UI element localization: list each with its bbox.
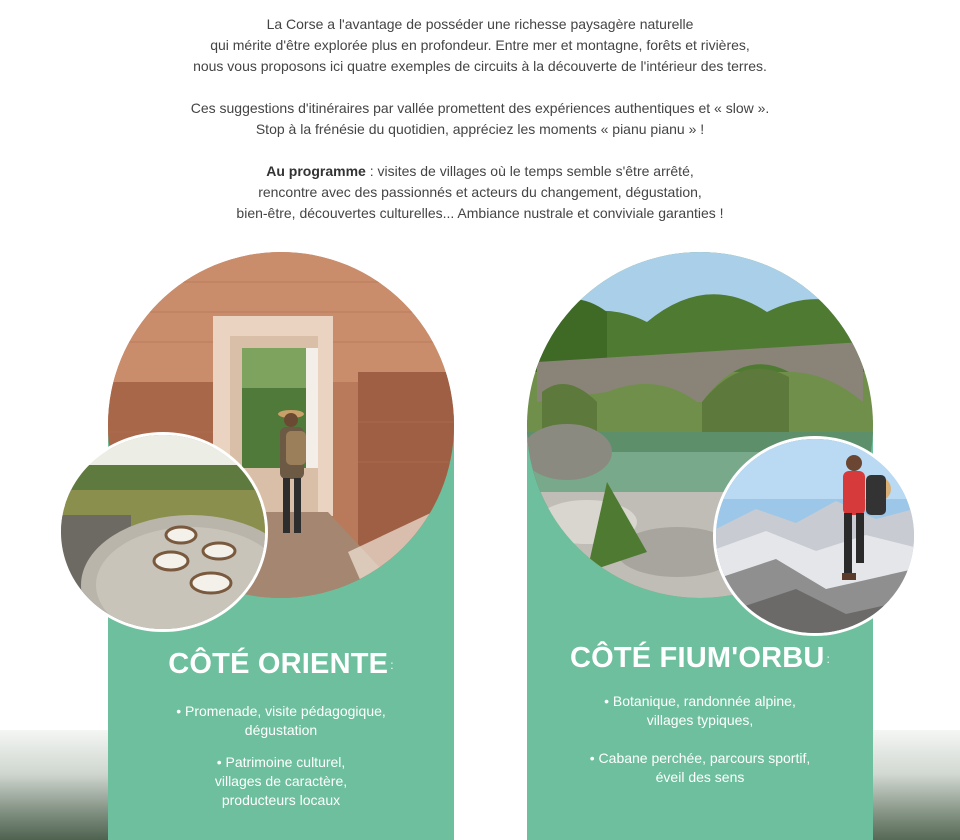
photo-oriente-tasting xyxy=(58,432,268,632)
intro-line: Stop à la frénésie du quotidien, appréciez les moments « pianu pianu » ! xyxy=(255,121,705,137)
list-line: • Cabane perchée, parcours sportif, xyxy=(589,750,811,766)
forest-mist-right xyxy=(868,730,960,840)
card-activity-list xyxy=(108,702,454,823)
card-title-text: CÔTÉ FIUM'ORBU xyxy=(569,642,825,674)
list-line: producteurs locaux xyxy=(221,792,341,808)
intro-line: rencontre avec des passionnés et acteurs du changement, dégustation, xyxy=(258,184,702,200)
card-title xyxy=(108,648,454,681)
intro-paragraph-1 xyxy=(0,14,960,77)
list-item xyxy=(527,692,873,730)
program-label: Au programme xyxy=(266,163,366,179)
intro-line: Ces suggestions d'itinéraires par vallée promettent des expériences authentiques et « slow ». xyxy=(190,100,770,116)
intro-line: La Corse a l'avantage de posséder une richesse paysagère naturelle xyxy=(266,16,694,32)
forest-mist-left xyxy=(0,730,118,840)
card-title-colon: : xyxy=(826,652,831,667)
list-item xyxy=(108,702,454,740)
intro-line: nous vous proposons ici quatre exemples de circuits à la découverte de l'intérieur des terres. xyxy=(193,58,767,74)
tasting-bowls-image xyxy=(61,435,265,629)
card-title xyxy=(527,642,873,675)
intro-line: bien-être, découvertes culturelles... Ambiance nustrale et conviviale garanties ! xyxy=(236,205,724,221)
list-item xyxy=(527,749,873,787)
photo-fiumorbu-hiker xyxy=(713,436,917,636)
intro-paragraph-2 xyxy=(0,98,960,140)
intro-text xyxy=(0,14,960,245)
list-line: • Botanique, randonnée alpine, xyxy=(604,693,796,709)
list-line: éveil des sens xyxy=(655,769,745,785)
intro-paragraph-3 xyxy=(0,161,960,224)
list-line: villages typiques, xyxy=(646,712,754,728)
list-line: • Promenade, visite pédagogique, xyxy=(176,703,386,719)
list-line: dégustation xyxy=(244,722,318,738)
list-item xyxy=(108,753,454,810)
list-line: • Patrimoine culturel, xyxy=(216,754,346,770)
card-activity-list xyxy=(527,692,873,800)
card-title-text: CÔTÉ ORIENTE xyxy=(168,648,389,680)
card-title-colon: : xyxy=(390,658,394,673)
intro-line: qui mérite d'être explorée plus en profondeur. Entre mer et montagne, forêts et rivières, xyxy=(210,37,750,53)
list-line: villages de caractère, xyxy=(214,773,348,789)
intro-line: : visites de villages où le temps semble s'être arrêté, xyxy=(365,163,694,179)
mountain-hiker-image xyxy=(716,439,914,633)
